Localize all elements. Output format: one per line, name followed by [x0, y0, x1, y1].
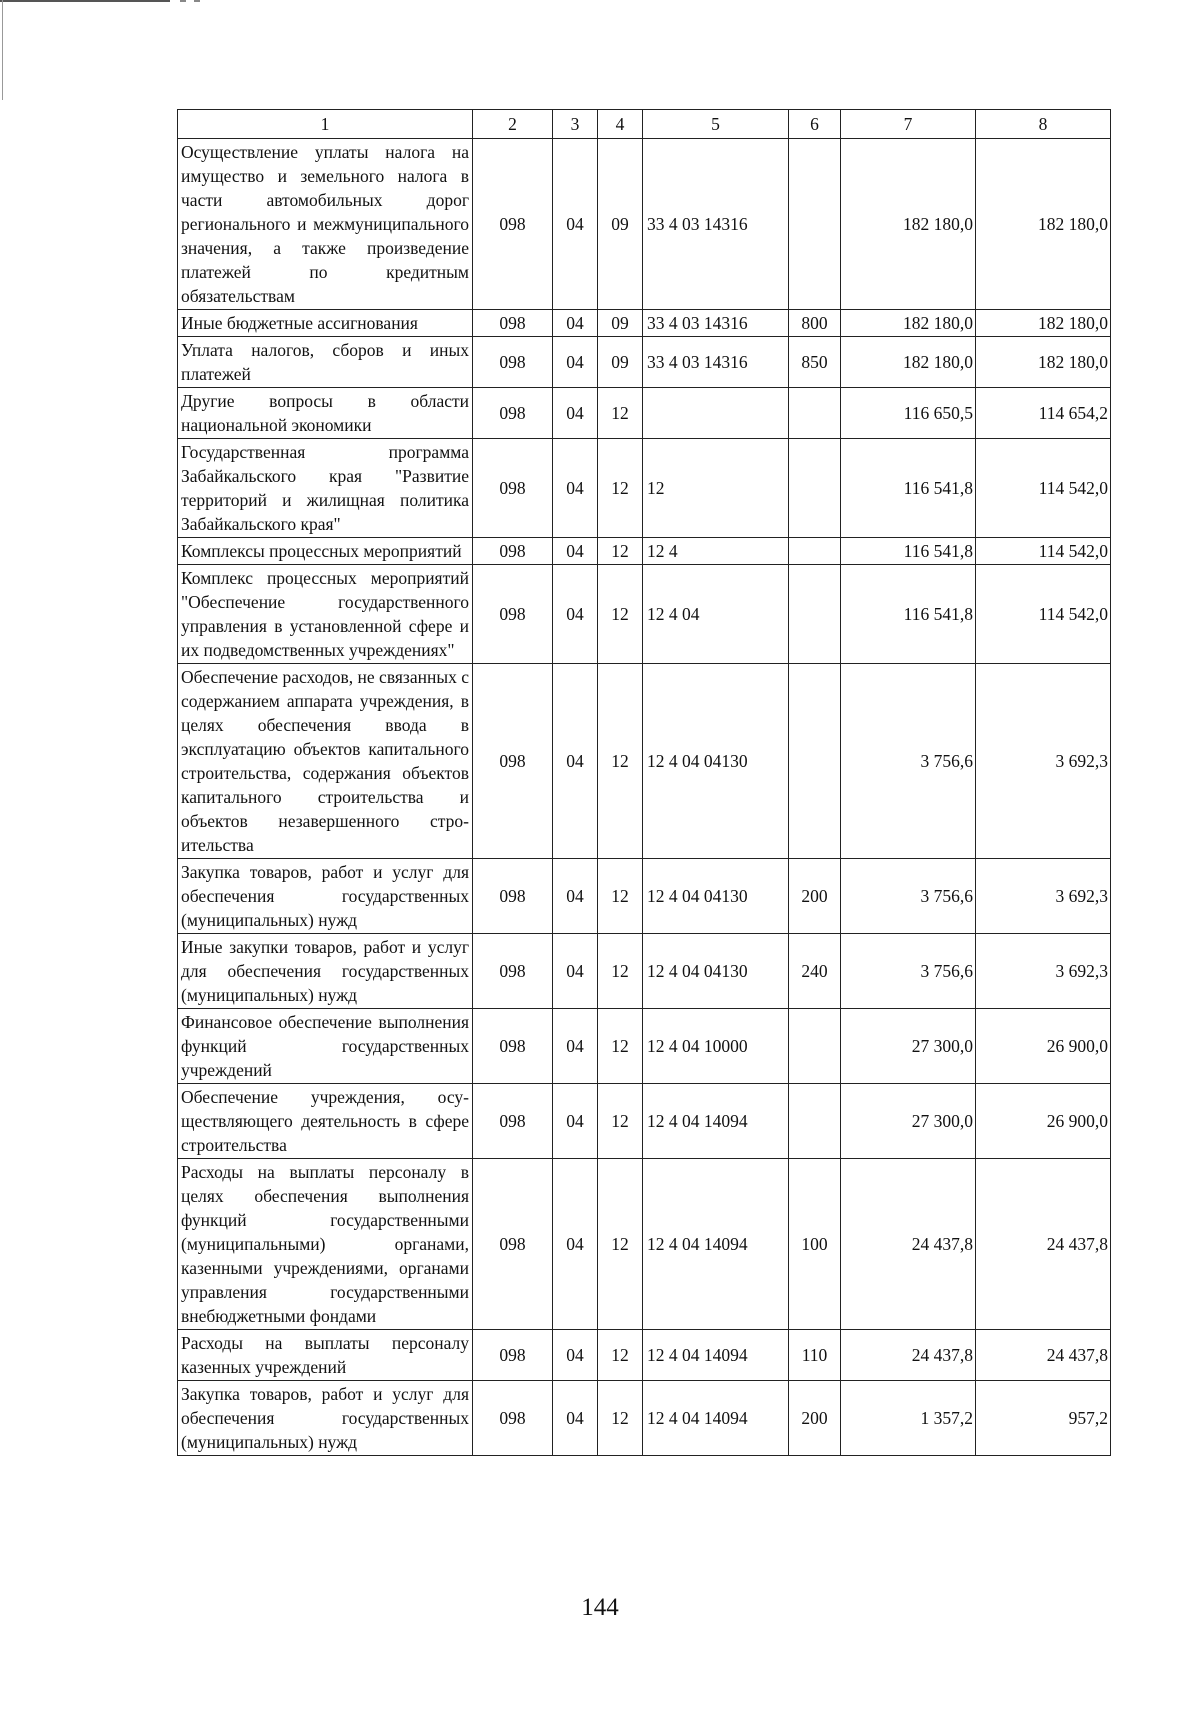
cell-amount-year-1: 3 756,6 [841, 934, 976, 1009]
cell-amount-year-1: 182 180,0 [841, 139, 976, 310]
table-row [178, 934, 1111, 1009]
cell-amount-year-1: 182 180,0 [841, 337, 976, 388]
cell-target-article: 12 4 04 14094 [643, 1159, 789, 1330]
table-row [178, 1009, 1111, 1084]
cell-name: Расходы на выплаты персоналу в целях обеспечения выполнения функций государственными (муниципальными) органами, казенными учреждениями, органами управления государственными внебюджетными фондами [178, 1159, 473, 1330]
cell-amount-year-1: 182 180,0 [841, 310, 976, 337]
cell-chapter: 098 [473, 1084, 553, 1159]
cell-amount-year-1: 27 300,0 [841, 1084, 976, 1159]
table-row [178, 1084, 1111, 1159]
cell-name: Осуществление уплаты налога на имущество и земельного налога в части автомобильных дорог регионального и межмуниципального значения, а также произведение платежей по кредитным обязательствам [178, 139, 473, 310]
cell-amount-year-2: 24 437,8 [976, 1159, 1111, 1330]
cell-name: Иные закупки товаров, работ и услуг для обеспечения государственных (муниципальных) нужд [178, 934, 473, 1009]
cell-amount-year-2: 3 692,3 [976, 934, 1111, 1009]
cell-subsection: 09 [598, 337, 643, 388]
cell-expense-type [789, 1084, 841, 1159]
cell-expense-type: 110 [789, 1330, 841, 1381]
cell-section: 04 [553, 934, 598, 1009]
cell-target-article: 33 4 03 14316 [643, 139, 789, 310]
cell-expense-type [789, 388, 841, 439]
table-row [178, 859, 1111, 934]
table-row [178, 538, 1111, 565]
cell-expense-type [789, 538, 841, 565]
cell-expense-type: 200 [789, 1381, 841, 1456]
cell-subsection: 12 [598, 1381, 643, 1456]
cell-amount-year-2: 3 692,3 [976, 664, 1111, 859]
table-row [178, 139, 1111, 310]
cell-amount-year-2: 26 900,0 [976, 1084, 1111, 1159]
cell-amount-year-1: 1 357,2 [841, 1381, 976, 1456]
cell-name: Обеспечение учреждения, осуществляющего деятельность в сфере строительства [178, 1084, 473, 1159]
cell-expense-type: 850 [789, 337, 841, 388]
page-number: 144 [581, 1594, 619, 1621]
cell-target-article: 12 [643, 439, 789, 538]
table-row [178, 1330, 1111, 1381]
cell-target-article: 12 4 04 14094 [643, 1330, 789, 1381]
cell-section: 04 [553, 310, 598, 337]
cell-name: Обеспечение расходов, не связанных с содержанием аппарата учреждения, в целях обеспечения ввода в эксплуатацию объектов капитального строительства, содержания объектов капитального строительства и объектов незавершенного строительства [178, 664, 473, 859]
cell-name: Финансовое обеспечение выполнения функций государственных учреждений [178, 1009, 473, 1084]
cell-amount-year-2: 957,2 [976, 1381, 1111, 1456]
cell-chapter: 098 [473, 337, 553, 388]
header-cell-1: 1 [178, 110, 473, 139]
cell-target-article: 12 4 04 04130 [643, 934, 789, 1009]
cell-name: Расходы на выплаты персоналу казенных учреждений [178, 1330, 473, 1381]
cell-expense-type: 800 [789, 310, 841, 337]
cell-amount-year-2: 114 542,0 [976, 565, 1111, 664]
cell-chapter: 098 [473, 310, 553, 337]
cell-section: 04 [553, 1381, 598, 1456]
cell-subsection: 12 [598, 1084, 643, 1159]
table-row [178, 1381, 1111, 1456]
cell-expense-type [789, 139, 841, 310]
cell-chapter: 098 [473, 1381, 553, 1456]
cell-amount-year-2: 114 542,0 [976, 538, 1111, 565]
cell-subsection: 12 [598, 1159, 643, 1330]
header-cell-2: 2 [473, 110, 553, 139]
cell-chapter: 098 [473, 1159, 553, 1330]
budget-table-container [177, 109, 1111, 1456]
table-row [178, 565, 1111, 664]
cell-expense-type: 240 [789, 934, 841, 1009]
cell-amount-year-1: 3 756,6 [841, 664, 976, 859]
cell-subsection: 12 [598, 388, 643, 439]
cell-target-article: 12 4 [643, 538, 789, 565]
cell-name: Комплексы процессных мероприятий [178, 538, 473, 565]
cell-section: 04 [553, 1084, 598, 1159]
table-body [178, 110, 1111, 1456]
cell-name: Комплекс процессных мероприятий "Обеспечение государственного управления в установленной сфере и их подведомственных учреждениях" [178, 565, 473, 664]
cell-subsection: 12 [598, 859, 643, 934]
cell-section: 04 [553, 1330, 598, 1381]
cell-section: 04 [553, 664, 598, 859]
cell-amount-year-1: 24 437,8 [841, 1330, 976, 1381]
cell-amount-year-2: 182 180,0 [976, 337, 1111, 388]
table-row [178, 310, 1111, 337]
cell-chapter: 098 [473, 859, 553, 934]
cell-subsection: 12 [598, 565, 643, 664]
scan-corner-mark [0, 0, 260, 2]
scan-left-edge [2, 0, 3, 100]
header-cell-5: 5 [643, 110, 789, 139]
cell-section: 04 [553, 1159, 598, 1330]
cell-target-article [643, 388, 789, 439]
cell-amount-year-1: 116 541,8 [841, 439, 976, 538]
cell-target-article: 33 4 03 14316 [643, 310, 789, 337]
table-row [178, 1159, 1111, 1330]
cell-target-article: 12 4 04 04130 [643, 664, 789, 859]
cell-name: Закупка товаров, работ и услуг для обеспечения государственных (муниципальных) нужд [178, 1381, 473, 1456]
cell-subsection: 09 [598, 139, 643, 310]
cell-expense-type [789, 1009, 841, 1084]
cell-target-article: 12 4 04 [643, 565, 789, 664]
cell-chapter: 098 [473, 439, 553, 538]
header-cell-7: 7 [841, 110, 976, 139]
cell-target-article: 33 4 03 14316 [643, 337, 789, 388]
table-row [178, 664, 1111, 859]
cell-section: 04 [553, 565, 598, 664]
cell-name: Другие вопросы в области национальной экономики [178, 388, 473, 439]
cell-chapter: 098 [473, 538, 553, 565]
cell-chapter: 098 [473, 1330, 553, 1381]
cell-section: 04 [553, 388, 598, 439]
cell-subsection: 12 [598, 1009, 643, 1084]
cell-expense-type [789, 565, 841, 664]
cell-amount-year-1: 3 756,6 [841, 859, 976, 934]
cell-chapter: 098 [473, 139, 553, 310]
cell-name: Государственная программа Забайкальского края "Развитие территорий и жилищная политика Забайкальского края" [178, 439, 473, 538]
cell-amount-year-2: 114 542,0 [976, 439, 1111, 538]
cell-amount-year-1: 27 300,0 [841, 1009, 976, 1084]
cell-chapter: 098 [473, 565, 553, 664]
cell-subsection: 12 [598, 538, 643, 565]
cell-target-article: 12 4 04 04130 [643, 859, 789, 934]
cell-amount-year-2: 114 654,2 [976, 388, 1111, 439]
cell-subsection: 12 [598, 664, 643, 859]
cell-name: Уплата налогов, сборов и иных платежей [178, 337, 473, 388]
cell-amount-year-2: 182 180,0 [976, 139, 1111, 310]
cell-target-article: 12 4 04 10000 [643, 1009, 789, 1084]
table-header-row [178, 110, 1111, 139]
cell-section: 04 [553, 337, 598, 388]
header-cell-3: 3 [553, 110, 598, 139]
budget-table [177, 109, 1111, 1456]
table-row [178, 439, 1111, 538]
cell-amount-year-1: 116 541,8 [841, 538, 976, 565]
cell-subsection: 09 [598, 310, 643, 337]
header-cell-8: 8 [976, 110, 1111, 139]
cell-chapter: 098 [473, 934, 553, 1009]
cell-chapter: 098 [473, 388, 553, 439]
cell-section: 04 [553, 439, 598, 538]
table-row [178, 337, 1111, 388]
cell-section: 04 [553, 859, 598, 934]
cell-amount-year-2: 26 900,0 [976, 1009, 1111, 1084]
cell-amount-year-1: 116 541,8 [841, 565, 976, 664]
cell-amount-year-2: 24 437,8 [976, 1330, 1111, 1381]
cell-amount-year-1: 116 650,5 [841, 388, 976, 439]
cell-section: 04 [553, 139, 598, 310]
cell-subsection: 12 [598, 1330, 643, 1381]
cell-section: 04 [553, 1009, 598, 1084]
cell-chapter: 098 [473, 1009, 553, 1084]
header-cell-4: 4 [598, 110, 643, 139]
cell-target-article: 12 4 04 14094 [643, 1084, 789, 1159]
cell-expense-type: 200 [789, 859, 841, 934]
cell-expense-type [789, 664, 841, 859]
cell-amount-year-1: 24 437,8 [841, 1159, 976, 1330]
cell-expense-type: 100 [789, 1159, 841, 1330]
cell-amount-year-2: 182 180,0 [976, 310, 1111, 337]
cell-subsection: 12 [598, 439, 643, 538]
cell-expense-type [789, 439, 841, 538]
cell-name: Иные бюджетные ассигнования [178, 310, 473, 337]
cell-name: Закупка товаров, работ и услуг для обеспечения государственных (муниципальных) нужд [178, 859, 473, 934]
cell-section: 04 [553, 538, 598, 565]
table-row [178, 388, 1111, 439]
cell-target-article: 12 4 04 14094 [643, 1381, 789, 1456]
header-cell-6: 6 [789, 110, 841, 139]
cell-chapter: 098 [473, 664, 553, 859]
cell-amount-year-2: 3 692,3 [976, 859, 1111, 934]
cell-subsection: 12 [598, 934, 643, 1009]
